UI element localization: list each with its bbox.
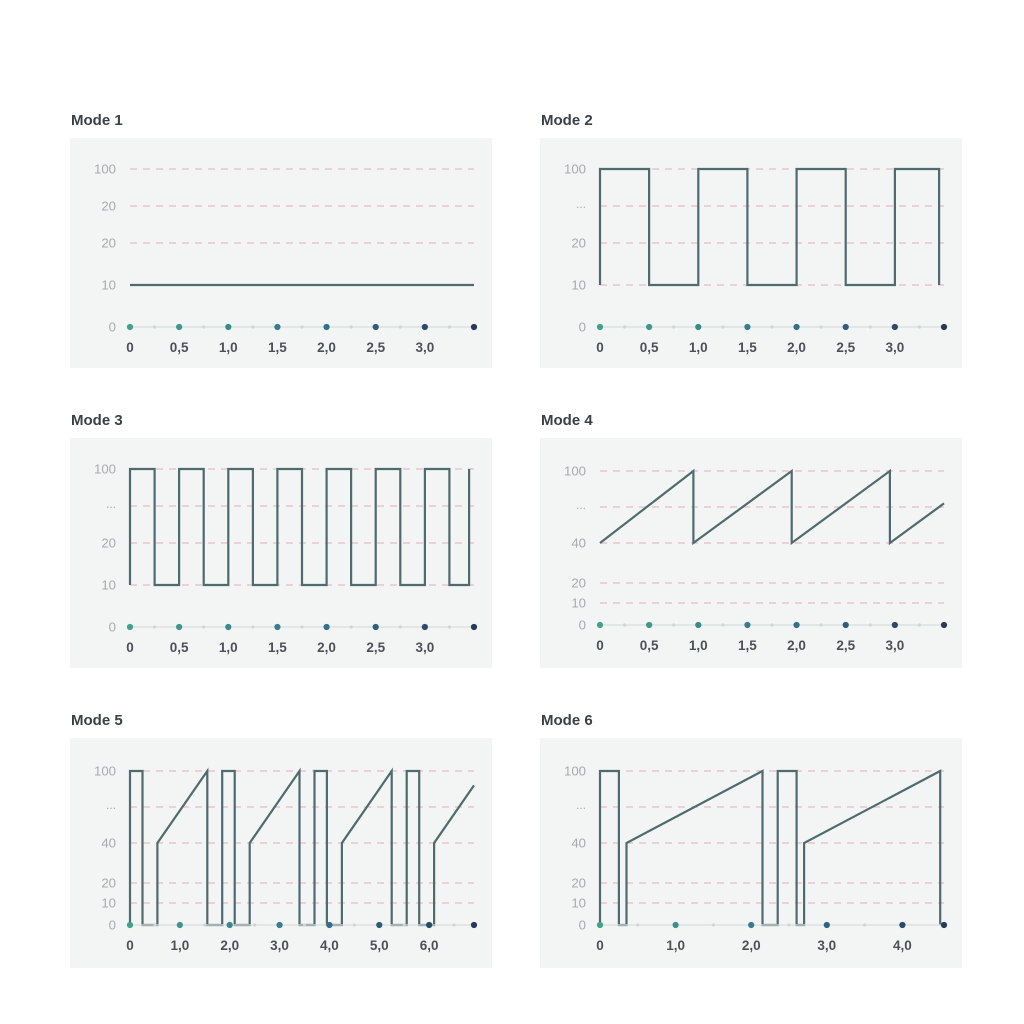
y-axis-label: 20 — [101, 198, 116, 214]
x-axis-minor-dot — [448, 625, 451, 628]
waveform-line — [600, 771, 940, 925]
x-axis-label: 0,5 — [639, 340, 659, 355]
x-axis-major-dot — [744, 622, 750, 628]
y-axis-label: 40 — [571, 835, 586, 851]
x-axis-minor-dot — [452, 923, 455, 926]
x-axis-minor-dot — [399, 625, 402, 628]
x-axis-label: 3,0 — [885, 638, 905, 653]
mode-2-title: Mode 2 — [541, 112, 593, 129]
x-axis-minor-dot — [153, 923, 156, 926]
x-axis-major-dot — [941, 622, 947, 628]
x-axis-label: 3,0 — [817, 938, 837, 953]
mode-1-panel — [70, 138, 492, 368]
y-axis-label: 10 — [571, 277, 586, 293]
x-axis-major-dot — [127, 324, 133, 330]
x-axis-minor-dot — [300, 625, 303, 628]
x-axis-label: 1,5 — [268, 340, 287, 355]
x-axis-label: 5,0 — [369, 938, 389, 953]
mode-3-title: Mode 3 — [71, 412, 123, 429]
mode-6-section — [540, 712, 962, 968]
x-axis-label: 0 — [596, 938, 604, 953]
x-axis-minor-dot — [918, 325, 921, 328]
x-axis-minor-dot — [672, 325, 675, 328]
y-axis-label: 100 — [93, 461, 116, 477]
x-axis-minor-dot — [672, 623, 675, 626]
x-axis-label: 3,0 — [885, 340, 905, 355]
x-axis-minor-dot — [623, 325, 626, 328]
x-axis-label: 1,0 — [218, 340, 238, 355]
x-axis-major-dot — [127, 624, 133, 630]
x-axis-minor-dot — [448, 325, 451, 328]
x-axis-minor-dot — [869, 623, 872, 626]
x-axis-minor-dot — [770, 623, 773, 626]
x-axis-minor-dot — [623, 623, 626, 626]
x-axis-label: 1,5 — [738, 340, 757, 355]
x-axis-label: 2,0 — [787, 638, 806, 653]
x-axis-major-dot — [323, 324, 329, 330]
y-axis-label: 20 — [571, 575, 586, 591]
x-axis-major-dot — [597, 922, 603, 928]
x-axis-major-dot — [793, 324, 799, 330]
x-axis-major-dot — [471, 922, 477, 928]
x-axis-label: 2,0 — [787, 340, 806, 355]
x-axis-label: 1,0 — [688, 340, 708, 355]
x-axis-minor-dot — [353, 923, 356, 926]
x-axis-label: 3,0 — [270, 938, 289, 953]
y-axis-label: 20 — [571, 875, 586, 891]
x-axis-major-dot — [426, 922, 432, 928]
x-axis-minor-dot — [203, 923, 206, 926]
x-axis-major-dot — [376, 922, 382, 928]
chart-canvas — [540, 738, 962, 968]
y-axis-label: 20 — [101, 535, 116, 551]
x-axis-label: 4,0 — [893, 938, 912, 953]
x-axis-minor-dot — [253, 923, 256, 926]
y-axis-label: 0 — [578, 617, 586, 633]
y-axis-label: 20 — [101, 875, 116, 891]
chart-canvas — [70, 738, 492, 968]
x-axis-label: 0,5 — [169, 640, 189, 655]
x-axis-minor-dot — [399, 325, 402, 328]
x-axis-major-dot — [941, 922, 947, 928]
charts-grid — [70, 112, 962, 968]
y-axis-label: ... — [575, 798, 586, 812]
x-axis-minor-dot — [202, 625, 205, 628]
x-axis-major-dot — [177, 922, 183, 928]
x-axis-major-dot — [899, 922, 905, 928]
x-axis-major-dot — [673, 922, 679, 928]
x-axis-minor-dot — [350, 325, 353, 328]
x-axis-major-dot — [597, 324, 603, 330]
x-axis-major-dot — [227, 922, 233, 928]
x-axis-minor-dot — [303, 923, 306, 926]
x-axis-major-dot — [225, 624, 231, 630]
waveform-line — [130, 771, 474, 925]
x-axis-minor-dot — [636, 923, 639, 926]
x-axis-label: 1,5 — [268, 640, 287, 655]
x-axis-label: 0 — [596, 340, 604, 355]
y-axis-label: ... — [105, 497, 116, 511]
mode-4-panel — [540, 438, 962, 668]
y-axis-label: 20 — [571, 235, 586, 251]
x-axis-label: 1,0 — [666, 938, 685, 953]
x-axis-minor-dot — [918, 623, 921, 626]
x-axis-minor-dot — [153, 325, 156, 328]
x-axis-major-dot — [892, 622, 898, 628]
x-axis-major-dot — [422, 624, 428, 630]
x-axis-major-dot — [824, 922, 830, 928]
x-axis-major-dot — [597, 622, 603, 628]
y-axis-label: 100 — [93, 763, 116, 779]
x-axis-major-dot — [422, 324, 428, 330]
mode-4-title: Mode 4 — [541, 412, 593, 429]
x-axis-major-dot — [892, 324, 898, 330]
x-axis-major-dot — [373, 624, 379, 630]
x-axis-minor-dot — [863, 923, 866, 926]
x-axis-minor-dot — [153, 625, 156, 628]
mode-2-panel — [540, 138, 962, 368]
y-axis-label: 0 — [108, 319, 116, 335]
x-axis-label: 2,5 — [366, 640, 386, 655]
x-axis-label: 2,0 — [317, 640, 336, 655]
x-axis-minor-dot — [820, 623, 823, 626]
y-axis-label: 10 — [101, 277, 116, 293]
mode-1-section — [70, 112, 492, 368]
x-axis-minor-dot — [770, 325, 773, 328]
x-axis-major-dot — [646, 622, 652, 628]
chart-canvas — [540, 138, 962, 368]
x-axis-major-dot — [176, 624, 182, 630]
mode-6-title: Mode 6 — [541, 712, 593, 729]
x-axis-minor-dot — [721, 623, 724, 626]
x-axis-major-dot — [646, 324, 652, 330]
x-axis-label: 0 — [126, 340, 134, 355]
y-axis-label: ... — [575, 197, 586, 211]
x-axis-label: 4,0 — [320, 938, 339, 953]
x-axis-minor-dot — [820, 325, 823, 328]
x-axis-label: 3,0 — [415, 640, 435, 655]
x-axis-label: 2,0 — [220, 938, 240, 953]
x-axis-label: 0 — [126, 640, 134, 655]
waveform-line — [600, 169, 939, 285]
x-axis-label: 2,0 — [741, 938, 761, 953]
mode-1-title: Mode 1 — [71, 112, 123, 129]
y-axis-label: 100 — [563, 463, 586, 479]
x-axis-major-dot — [323, 624, 329, 630]
y-axis-label: ... — [105, 798, 116, 812]
mode-3-panel — [70, 438, 492, 668]
x-axis-major-dot — [274, 624, 280, 630]
y-axis-label: 0 — [578, 319, 586, 335]
mode-4-section — [540, 412, 962, 668]
x-axis-major-dot — [326, 922, 332, 928]
x-axis-major-dot — [276, 922, 282, 928]
x-axis-label: 1,0 — [218, 640, 238, 655]
chart-canvas — [70, 438, 492, 668]
x-axis-label: 3,0 — [415, 340, 435, 355]
x-axis-label: 0 — [126, 938, 134, 953]
x-axis-minor-dot — [721, 325, 724, 328]
x-axis-major-dot — [695, 622, 701, 628]
y-axis-label: 10 — [571, 895, 586, 911]
y-axis-label: 0 — [578, 917, 586, 933]
x-axis-label: 1,0 — [170, 938, 190, 953]
x-axis-major-dot — [941, 324, 947, 330]
x-axis-label: 2,5 — [836, 340, 856, 355]
x-axis-major-dot — [225, 324, 231, 330]
x-axis-minor-dot — [869, 325, 872, 328]
y-axis-label: 20 — [101, 235, 116, 251]
x-axis-major-dot — [843, 622, 849, 628]
x-axis-minor-dot — [251, 325, 254, 328]
chart-canvas — [540, 438, 962, 668]
x-axis-label: 2,5 — [366, 340, 386, 355]
x-axis-major-dot — [471, 324, 477, 330]
x-axis-label: 2,0 — [317, 340, 336, 355]
x-axis-label: 0,5 — [169, 340, 189, 355]
y-axis-label: 100 — [563, 161, 586, 177]
y-axis-label: 40 — [101, 835, 116, 851]
x-axis-label: 0,5 — [639, 638, 659, 653]
mode-5-section — [70, 712, 492, 968]
y-axis-label: 10 — [101, 895, 116, 911]
x-axis-major-dot — [744, 324, 750, 330]
y-axis-label: 0 — [108, 917, 116, 933]
x-axis-label: 1,5 — [738, 638, 757, 653]
mode-5-title: Mode 5 — [71, 712, 123, 729]
y-axis-label: 100 — [563, 763, 586, 779]
mode-3-section — [70, 412, 492, 668]
waveform-line — [130, 469, 469, 585]
x-axis-major-dot — [471, 624, 477, 630]
chart-canvas — [70, 138, 492, 368]
x-axis-minor-dot — [787, 923, 790, 926]
x-axis-major-dot — [176, 324, 182, 330]
x-axis-minor-dot — [403, 923, 406, 926]
x-axis-major-dot — [274, 324, 280, 330]
x-axis-minor-dot — [251, 625, 254, 628]
x-axis-major-dot — [843, 324, 849, 330]
y-axis-label: 40 — [571, 535, 586, 551]
x-axis-major-dot — [695, 324, 701, 330]
x-axis-major-dot — [793, 622, 799, 628]
mode-5-panel — [70, 738, 492, 968]
x-axis-minor-dot — [350, 625, 353, 628]
x-axis-label: 2,5 — [836, 638, 856, 653]
x-axis-minor-dot — [300, 325, 303, 328]
y-axis-label: 0 — [108, 619, 116, 635]
x-axis-major-dot — [127, 922, 133, 928]
y-axis-label: 10 — [571, 595, 586, 611]
x-axis-label: 6,0 — [419, 938, 439, 953]
x-axis-label: 0 — [596, 638, 604, 653]
y-axis-label: ... — [575, 498, 586, 512]
y-axis-label: 10 — [101, 577, 116, 593]
x-axis-minor-dot — [202, 325, 205, 328]
x-axis-minor-dot — [712, 923, 715, 926]
x-axis-major-dot — [748, 922, 754, 928]
x-axis-label: 1,0 — [688, 638, 708, 653]
x-axis-major-dot — [373, 324, 379, 330]
mode-2-section — [540, 112, 962, 368]
y-axis-label: 100 — [93, 161, 116, 177]
mode-6-panel — [540, 738, 962, 968]
